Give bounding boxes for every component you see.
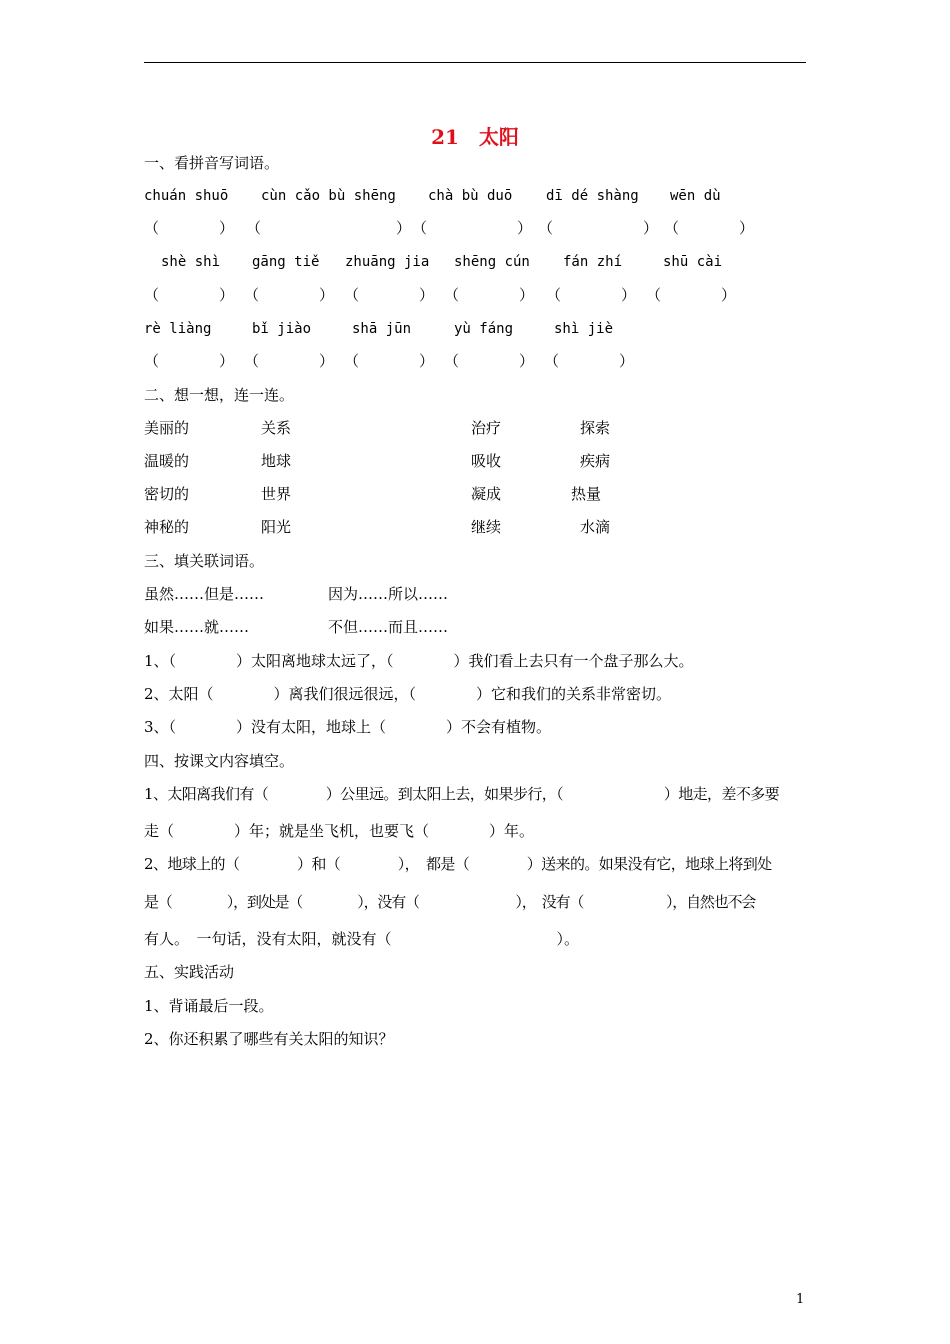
activity-2: 2、你还积累了哪些有关太阳的知识？	[144, 1030, 394, 1048]
match-word-right[interactable]: 凝成	[471, 485, 502, 503]
section-3-heading: 三、填关联词语。	[144, 552, 265, 570]
pinyin-2-2: gāng tiě	[252, 254, 320, 270]
conjunction-pair: 不但……而且……	[328, 618, 449, 636]
match-word-right[interactable]: 吸收	[471, 452, 502, 470]
match-word-right[interactable]: 热量	[571, 485, 602, 503]
paragraph-4-2b[interactable]: 是（ ），到处是（ ），没有（ ）， 没有（ ），自然也不会	[144, 893, 756, 911]
match-word-left[interactable]: 世界	[261, 485, 292, 503]
answer-blank-3-1[interactable]: （ ）	[144, 352, 235, 370]
match-word-left[interactable]: 阳光	[261, 518, 292, 536]
section-5-heading: 五、实践活动	[144, 963, 235, 981]
section-2-heading: 二、想一想，连一连。	[144, 386, 295, 404]
answer-blank-3-4[interactable]: （ ）	[444, 352, 535, 370]
page-number: 1	[796, 1292, 805, 1307]
answer-blank-2-3[interactable]: （ ）	[344, 286, 435, 304]
question-3-3[interactable]: 3、（ ）没有太阳，地球上（ ）不会有植物。	[144, 718, 552, 736]
match-word-right[interactable]: 治疗	[471, 419, 502, 437]
match-word-left[interactable]: 地球	[261, 452, 292, 470]
pinyin-3-5: shì jiè	[554, 321, 614, 337]
answer-blank-1-5[interactable]: （ ）	[664, 219, 755, 237]
answer-blank-3-5[interactable]: （ ）	[544, 352, 635, 370]
answer-blank-2-1[interactable]: （ ）	[144, 286, 235, 304]
question-3-1[interactable]: 1、（ ）太阳离地球太远了，（ ）我们看上去只有一个盘子那么大。	[144, 652, 694, 670]
pinyin-2-5: fán zhí	[563, 254, 623, 270]
pinyin-2-3: zhuāng jia	[345, 254, 430, 270]
pinyin-1-1: chuán shuō	[144, 188, 229, 204]
match-word-right[interactable]: 水滴	[580, 518, 611, 536]
pinyin-1-2: cùn cǎo bù shēng	[261, 188, 396, 204]
header-rule	[144, 62, 806, 63]
question-3-2[interactable]: 2、太阳（ ）离我们很远很远，（ ）它和我们的关系非常密切。	[144, 685, 672, 703]
paragraph-4-1b[interactable]: 走（ ）年；就是坐飞机，也要飞（ ）年。	[144, 822, 535, 840]
answer-blank-2-2[interactable]: （ ）	[244, 286, 335, 304]
match-word-right[interactable]: 继续	[471, 518, 502, 536]
match-word-left[interactable]: 美丽的	[144, 419, 190, 437]
pinyin-2-6: shū cài	[663, 254, 723, 270]
page-title: 21 太阳	[431, 125, 519, 149]
pinyin-2-1: shè shì	[161, 254, 221, 270]
paragraph-4-2c[interactable]: 有人。 一句话，没有太阳，就没有（ ）。	[144, 930, 580, 948]
conjunction-pair: 因为……所以……	[328, 585, 449, 603]
section-4-heading: 四、按课文内容填空。	[144, 752, 295, 770]
answer-blank-1-1[interactable]: （ ）	[144, 219, 235, 237]
match-word-right[interactable]: 探索	[580, 419, 611, 437]
paragraph-4-1a[interactable]: 1、太阳离我们有（ ）公里远。到太阳上去，如果步行，（ ）地走，差不多要	[144, 785, 780, 803]
answer-blank-1-2[interactable]: （ ）	[246, 219, 412, 237]
pinyin-3-3: shā jūn	[352, 321, 412, 337]
pinyin-3-1: rè liàng	[144, 321, 212, 337]
conjunction-pair: 虽然……但是……	[144, 585, 265, 603]
answer-blank-3-2[interactable]: （ ）	[244, 352, 335, 370]
match-word-right[interactable]: 疾病	[580, 452, 611, 470]
match-word-left[interactable]: 关系	[261, 419, 292, 437]
pinyin-1-5: wēn dù	[670, 188, 721, 204]
pinyin-2-4: shēng cún	[454, 254, 530, 270]
match-word-left[interactable]: 神秘的	[144, 518, 190, 536]
answer-blank-2-6[interactable]: （ ）	[646, 286, 737, 304]
answer-blank-3-3[interactable]: （ ）	[344, 352, 435, 370]
pinyin-1-3: chà bù duō	[428, 188, 513, 204]
conjunction-pair: 如果……就……	[144, 618, 250, 636]
answer-blank-1-4[interactable]: （ ）	[538, 219, 659, 237]
answer-blank-2-4[interactable]: （ ）	[444, 286, 535, 304]
match-word-left[interactable]: 温暖的	[144, 452, 190, 470]
activity-1: 1、背诵最后一段。	[144, 997, 274, 1015]
answer-blank-2-5[interactable]: （ ）	[546, 286, 637, 304]
match-word-left[interactable]: 密切的	[144, 485, 190, 503]
answer-blank-1-3[interactable]: （ ）	[412, 219, 533, 237]
pinyin-1-4: dī dé shàng	[546, 188, 639, 204]
pinyin-3-4: yù fáng	[454, 321, 514, 337]
section-1-heading: 一、看拼音写词语。	[144, 154, 280, 172]
paragraph-4-2a[interactable]: 2、地球上的（ ）和（ ）， 都是（ ）送来的。如果没有它，地球上将到处	[144, 855, 772, 873]
pinyin-3-2: bǐ jiào	[252, 321, 312, 337]
